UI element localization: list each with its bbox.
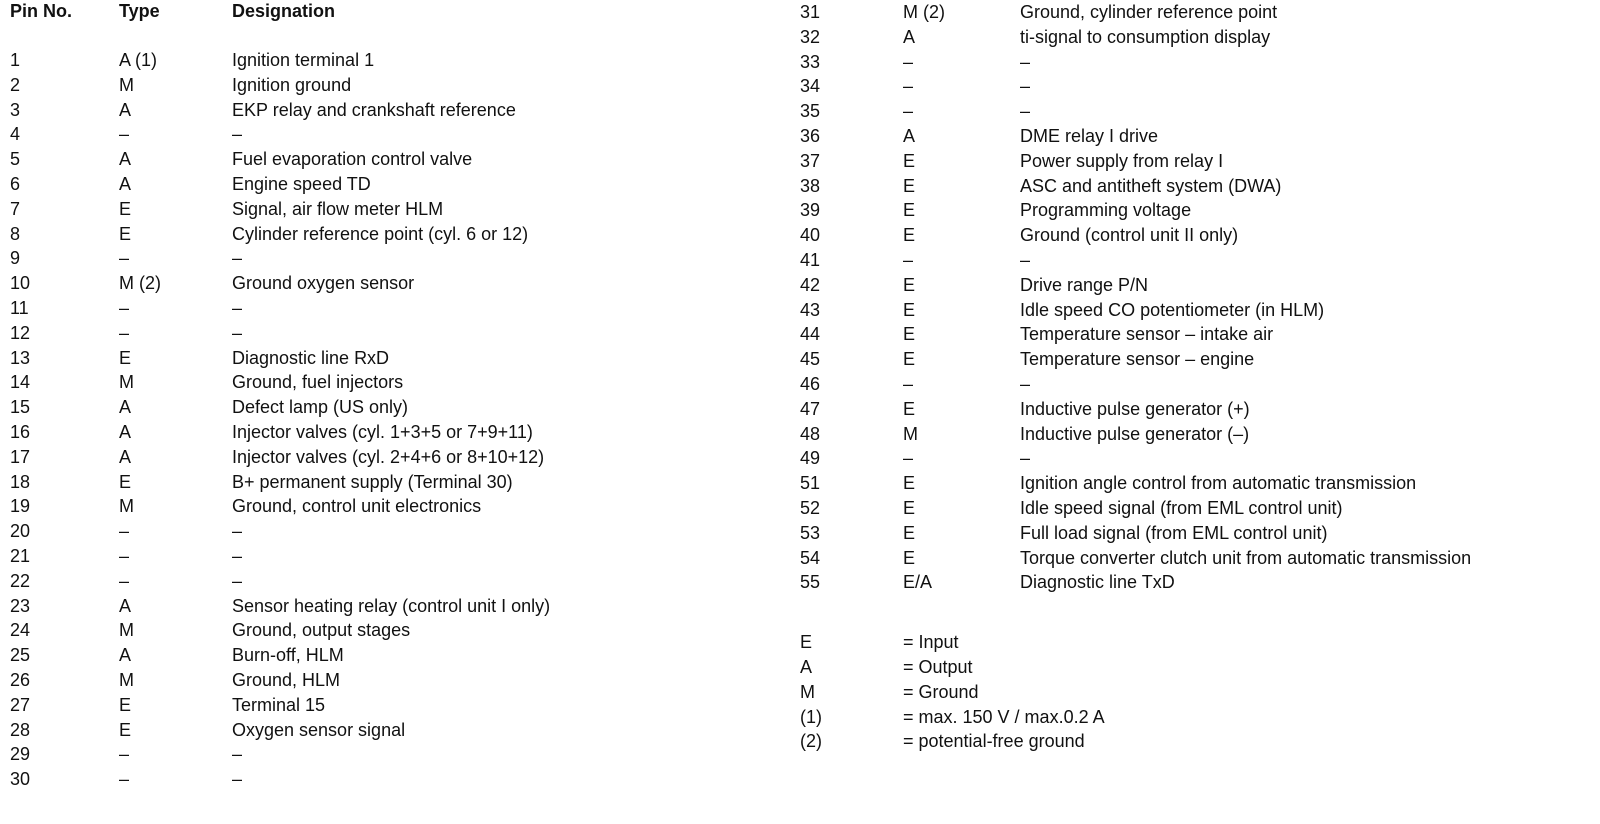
pin-row (800, 397, 1580, 422)
pin-type: – (119, 124, 130, 145)
pin-designation: – (232, 124, 243, 145)
pin-number: 38 (800, 175, 821, 196)
pin-designation: Ignition terminal 1 (232, 50, 375, 70)
pin-type: – (119, 570, 130, 591)
pin-row (0, 271, 780, 296)
pin-row (800, 174, 1580, 199)
pin-type: A (903, 125, 916, 146)
pin-type: E (119, 198, 132, 219)
pin-type: E (903, 547, 916, 568)
pin-type: – (119, 248, 130, 269)
pin-row (800, 521, 1580, 546)
pin-type: E (903, 324, 916, 345)
pin-number: 32 (800, 26, 821, 47)
header-type: Type (119, 1, 160, 21)
pin-type: M (2) (119, 273, 161, 294)
pin-designation: Temperature sensor – engine (1020, 349, 1255, 370)
pin-type: A (1) (119, 50, 158, 70)
pin-row (0, 519, 780, 544)
pin-number: 17 (10, 446, 31, 467)
pin-number: 40 (800, 225, 821, 246)
pin-row (800, 50, 1580, 75)
legend-text: = Output (903, 656, 973, 677)
pin-designation: Programming voltage (1020, 200, 1192, 221)
pin-type: A (119, 397, 132, 418)
pin-number: 54 (800, 547, 821, 568)
pin-row (0, 296, 780, 321)
pin-type: A (119, 149, 132, 170)
pin-row (800, 273, 1580, 298)
pin-row (0, 643, 780, 668)
pin-designation: – (1020, 448, 1031, 469)
pin-number: 33 (800, 51, 821, 72)
type-legend (800, 630, 1580, 754)
pin-designation: EKP relay and crankshaft reference (232, 99, 516, 120)
pin-row (0, 346, 780, 371)
pin-row (0, 767, 780, 792)
pin-designation: Full load signal (from EML control unit) (1020, 522, 1328, 543)
pin-row (0, 321, 780, 346)
legend-code: (2) (800, 731, 822, 752)
pin-number: 27 (10, 694, 31, 715)
left-pin-list (0, 48, 780, 792)
pin-designation: Oxygen sensor signal (232, 719, 406, 740)
pin-number: 12 (10, 322, 31, 343)
pin-designation: Signal, air flow meter HLM (232, 198, 444, 219)
pin-row (800, 25, 1580, 50)
pin-row (0, 544, 780, 569)
legend-item (800, 655, 1580, 680)
pin-row (800, 347, 1580, 372)
legend-code: E (800, 632, 813, 653)
pin-number: 30 (10, 769, 31, 790)
pin-number: 45 (800, 349, 821, 370)
pin-row (800, 322, 1580, 347)
pin-number: 5 (10, 149, 21, 170)
pin-type: E (119, 347, 132, 368)
pin-row (800, 0, 1580, 25)
pin-designation: Ground oxygen sensor (232, 273, 415, 294)
pin-designation: Injector valves (cyl. 1+3+5 or 7+9+11) (232, 421, 533, 442)
pin-designation: Burn-off, HLM (232, 645, 344, 666)
pin-designation: Idle speed CO potentiometer (in HLM) (1020, 299, 1325, 320)
pin-number: 44 (800, 324, 821, 345)
pin-type: E (903, 274, 916, 295)
pin-type: A (119, 99, 132, 120)
pin-type: E (903, 225, 916, 246)
pin-designation: Ground, cylinder reference point (1020, 2, 1278, 22)
left-pin-column (0, 0, 780, 792)
pin-type: – (119, 521, 130, 542)
pin-row (800, 124, 1580, 149)
legend-text: = Ground (903, 681, 979, 702)
pin-type: E (903, 473, 916, 494)
pin-type: A (119, 595, 132, 616)
pin-designation: Ignition ground (232, 74, 352, 95)
pin-designation: – (232, 744, 243, 765)
pin-number: 19 (10, 496, 31, 517)
pin-row (0, 445, 780, 470)
pin-designation: – (1020, 51, 1031, 72)
pin-type: A (119, 645, 132, 666)
pin-number: 43 (800, 299, 821, 320)
pin-designation: Diagnostic line TxD (1020, 572, 1175, 593)
pin-designation: – (1020, 101, 1031, 122)
pin-designation: Fuel evaporation control valve (232, 149, 473, 170)
pin-designation: B+ permanent supply (Terminal 30) (232, 471, 513, 492)
pin-type: M (2) (903, 2, 945, 22)
pin-row (0, 618, 780, 643)
pin-type: – (903, 76, 914, 97)
pin-designation: Ground, HLM (232, 669, 341, 690)
pin-type: – (903, 448, 914, 469)
pin-row (0, 395, 780, 420)
pin-row (800, 570, 1580, 595)
pin-designation: Inductive pulse generator (+) (1020, 398, 1250, 419)
pin-type: – (119, 744, 130, 765)
pin-row (0, 594, 780, 619)
pin-number: 49 (800, 448, 821, 469)
pin-number: 23 (10, 595, 31, 616)
pin-number: 55 (800, 572, 821, 593)
pin-row (0, 172, 780, 197)
pin-number: 14 (10, 372, 31, 393)
legend-text: = max. 150 V / max.0.2 A (903, 706, 1105, 727)
pin-type: A (119, 421, 132, 442)
pin-type: – (903, 101, 914, 122)
pin-designation: – (232, 521, 243, 542)
pin-type: E (903, 497, 916, 518)
pin-designation: Power supply from relay I (1020, 150, 1224, 171)
pin-number: 24 (10, 620, 31, 641)
pin-designation: Ground, control unit electronics (232, 496, 482, 517)
pin-type: E (903, 200, 916, 221)
pin-type: – (119, 545, 130, 566)
legend-text: = Input (903, 632, 959, 653)
pin-row (0, 668, 780, 693)
pin-designation: Sensor heating relay (control unit I only) (232, 595, 551, 616)
legend-item (800, 680, 1580, 705)
pin-number: 1 (10, 50, 21, 70)
pin-row (800, 471, 1580, 496)
pin-row (800, 248, 1580, 273)
pin-type: A (119, 173, 132, 194)
pin-number: 36 (800, 125, 821, 146)
pin-row (0, 246, 780, 271)
pin-row (800, 74, 1580, 99)
pin-row (0, 494, 780, 519)
pin-row (0, 122, 780, 147)
pin-row (0, 718, 780, 743)
pin-number: 51 (800, 473, 821, 494)
pin-type: M (119, 669, 134, 690)
pin-designation: Ignition angle control from automatic transmission (1020, 473, 1417, 494)
pin-designation: Engine speed TD (232, 173, 371, 194)
pin-type: M (119, 496, 134, 517)
pin-row (800, 372, 1580, 397)
pin-number: 46 (800, 373, 821, 394)
pin-number: 21 (10, 545, 31, 566)
pin-designation: Idle speed signal (from EML control unit) (1020, 497, 1343, 518)
pin-number: 10 (10, 273, 31, 294)
pin-row (0, 420, 780, 445)
pin-type: E (119, 223, 132, 244)
pin-designation: – (232, 769, 243, 790)
pin-designation: – (232, 570, 243, 591)
pin-designation: – (1020, 76, 1031, 97)
pin-number: 28 (10, 719, 31, 740)
pin-number: 2 (10, 74, 21, 95)
pin-number: 25 (10, 645, 31, 666)
legend-item (800, 729, 1580, 754)
pin-type: M (119, 74, 134, 95)
pin-type: E (903, 150, 916, 171)
pin-type: M (903, 423, 918, 444)
pin-row (0, 73, 780, 98)
header-designation: Designation (232, 1, 336, 21)
pin-type: – (119, 322, 130, 343)
pin-designation: – (232, 545, 243, 566)
pin-type: M (119, 620, 134, 641)
pin-row (0, 742, 780, 767)
pin-number: 3 (10, 99, 21, 120)
pin-designation: Drive range P/N (1020, 274, 1149, 295)
pin-type: – (903, 51, 914, 72)
pin-row (800, 496, 1580, 521)
pin-number: 48 (800, 423, 821, 444)
pin-row (0, 222, 780, 247)
pin-number: 18 (10, 471, 31, 492)
pin-row (0, 693, 780, 718)
pin-designation: Torque converter clutch unit from automatic transmission (1020, 547, 1472, 568)
pin-designation: Cylinder reference point (cyl. 6 or 12) (232, 223, 529, 244)
pin-number: 4 (10, 124, 21, 145)
pin-number: 13 (10, 347, 31, 368)
legend-code: (1) (800, 706, 822, 727)
pin-row (0, 370, 780, 395)
pin-number: 22 (10, 570, 31, 591)
pin-designation: Diagnostic line RxD (232, 347, 390, 368)
pin-number: 26 (10, 669, 31, 690)
pin-row (800, 99, 1580, 124)
pin-row (0, 569, 780, 594)
legend-code: M (800, 681, 815, 702)
pin-number: 42 (800, 274, 821, 295)
pin-type: E (119, 719, 132, 740)
pin-type: – (119, 769, 130, 790)
pin-number: 8 (10, 223, 21, 244)
right-pin-column (800, 0, 1580, 754)
pin-designation: Inductive pulse generator (–) (1020, 423, 1250, 444)
pin-designation: Ground (control unit II only) (1020, 225, 1239, 246)
pin-row (800, 223, 1580, 248)
pin-type: E (903, 299, 916, 320)
pin-number: 34 (800, 76, 821, 97)
pin-designation: Injector valves (cyl. 2+4+6 or 8+10+12) (232, 446, 545, 467)
pin-number: 29 (10, 744, 31, 765)
right-pin-list (800, 0, 1580, 595)
pin-number: 53 (800, 522, 821, 543)
header-spacer (0, 22, 780, 48)
pin-type: – (903, 249, 914, 270)
pin-row (0, 98, 780, 123)
pin-number: 31 (800, 2, 821, 22)
pin-designation: Terminal 15 (232, 694, 326, 715)
pin-number: 6 (10, 173, 21, 194)
pin-type: M (119, 372, 134, 393)
pin-designation: – (232, 322, 243, 343)
legend-item (800, 705, 1580, 730)
pin-row (800, 446, 1580, 471)
pin-row (800, 149, 1580, 174)
pin-row (0, 470, 780, 495)
header-pin-no: Pin No. (10, 1, 72, 21)
pin-designation: – (232, 297, 243, 318)
pin-number: 52 (800, 497, 821, 518)
pin-row (800, 546, 1580, 571)
pin-type: E (903, 175, 916, 196)
pin-number: 41 (800, 249, 821, 270)
pin-number: 16 (10, 421, 31, 442)
pin-type: E (903, 398, 916, 419)
pin-designation: – (1020, 373, 1031, 394)
pin-number: 39 (800, 200, 821, 221)
legend-code: A (800, 656, 813, 677)
pin-type: E (119, 471, 132, 492)
pin-number: 37 (800, 150, 821, 171)
pin-number: 9 (10, 248, 21, 269)
pin-type: E (903, 349, 916, 370)
pin-number: 7 (10, 198, 21, 219)
table-header (0, 0, 780, 22)
pin-row (0, 197, 780, 222)
pin-number: 20 (10, 521, 31, 542)
pin-type: E (119, 694, 132, 715)
pin-row (800, 422, 1580, 447)
pin-row (800, 298, 1580, 323)
pin-row (800, 198, 1580, 223)
pin-type: – (119, 297, 130, 318)
pin-designation: Temperature sensor – intake air (1020, 324, 1274, 345)
legend-text: = potential-free ground (903, 731, 1085, 752)
pin-number: 15 (10, 397, 31, 418)
pin-designation: Ground, fuel injectors (232, 372, 404, 393)
pin-type: A (119, 446, 132, 467)
pin-designation: – (232, 248, 243, 269)
pin-type: – (903, 373, 914, 394)
pin-designation: Ground, output stages (232, 620, 411, 641)
pin-number: 11 (10, 297, 29, 318)
pin-row (0, 48, 780, 73)
pin-designation: ASC and antitheft system (DWA) (1020, 175, 1282, 196)
pin-number: 47 (800, 398, 821, 419)
pin-designation: DME relay I drive (1020, 125, 1159, 146)
pin-designation: ti-signal to consumption display (1020, 26, 1271, 47)
pin-type: E (903, 522, 916, 543)
legend-item (800, 630, 1580, 655)
pin-type: A (903, 26, 916, 47)
pin-row (0, 147, 780, 172)
pin-type: E/A (903, 572, 933, 593)
pin-designation: Defect lamp (US only) (232, 397, 409, 418)
pin-number: 35 (800, 101, 821, 122)
pin-designation: – (1020, 249, 1031, 270)
